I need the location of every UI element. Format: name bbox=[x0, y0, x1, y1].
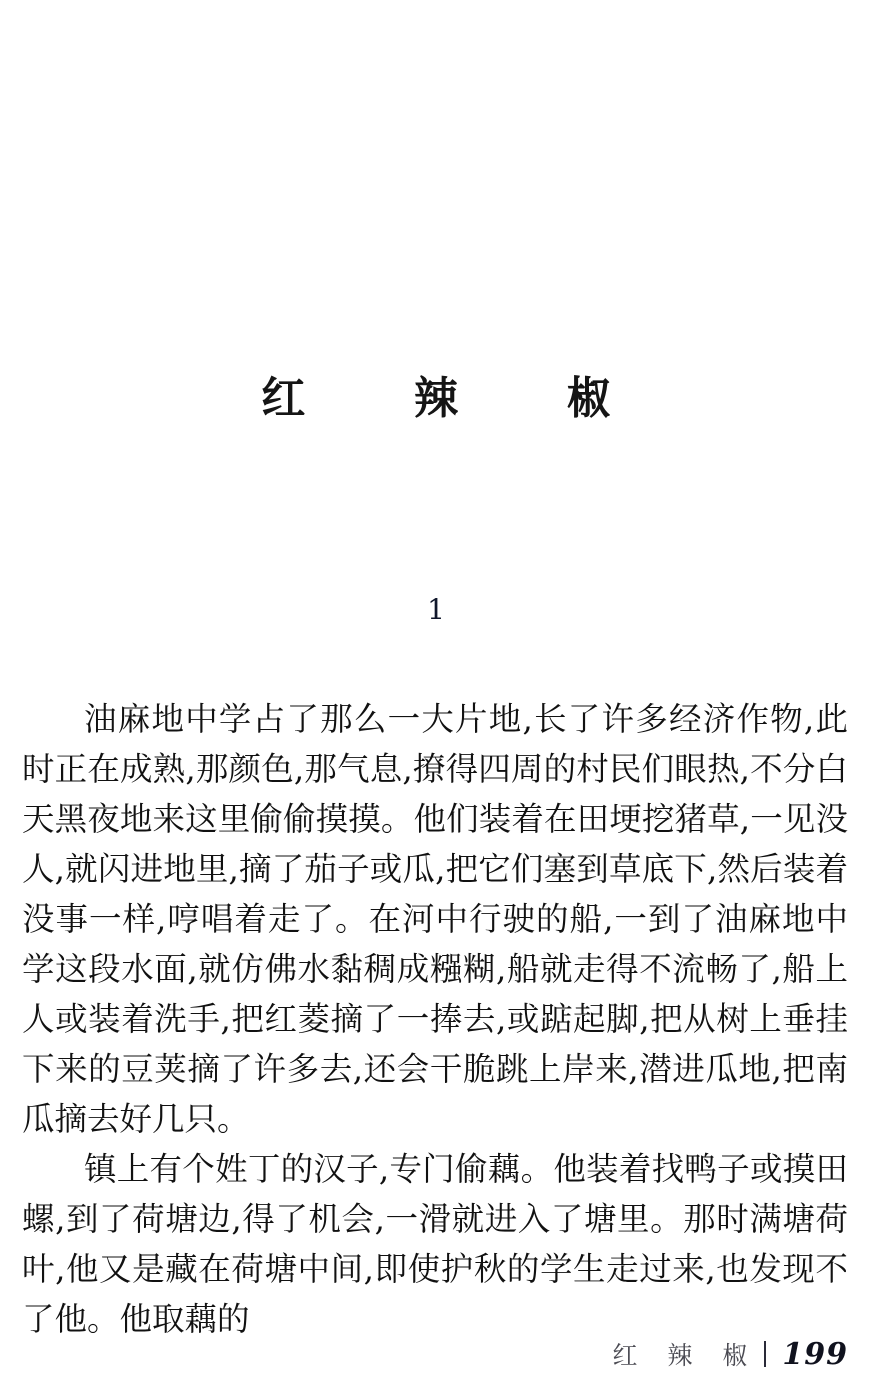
page-footer bbox=[601, 1338, 848, 1373]
chapter-title: 红 辣 椒 bbox=[261, 373, 637, 424]
paragraph: 油麻地中学占了那么一大片地,长了许多经济作物,此时正在成熟,那颜色,那气息,撩得四周的村民们眼热,不分白天黑夜地来这里偷偷摸摸。他们装着在田埂挖猪草,一见没人,就闪进地里,摘了茄子或瓜,把它们塞到草底下,然后装着没事一样,哼唱着走了。在河中行驶的船,一到了油麻地中学这段水面,就仿佛水黏稠成糨糊,船就走得不流畅了,船上人或装着洗手,把红菱摘了一捧去,或踮起脚,把从树上垂挂下来的豆荚摘了许多去,还会干脆跳上岸来,潜进瓜地,把南瓜摘去好几只。 bbox=[22, 700, 848, 1138]
footer-separator-icon bbox=[764, 1341, 766, 1367]
body-text-block bbox=[22, 694, 848, 1344]
page-number: 199 bbox=[782, 1337, 848, 1372]
paragraph: 镇上有个姓丁的汉子,专门偷藕。他装着找鸭子或摸田螺,到了荷塘边,得了机会,一滑就进入了塘里。那时满塘荷叶,他又是藏在荷塘中间,即使护秋的学生走过来,也发现不了他。他取藕的 bbox=[22, 1150, 848, 1338]
footer-running-title: 红 辣 椒 bbox=[612, 1341, 759, 1370]
section-number: 1 bbox=[427, 593, 445, 626]
